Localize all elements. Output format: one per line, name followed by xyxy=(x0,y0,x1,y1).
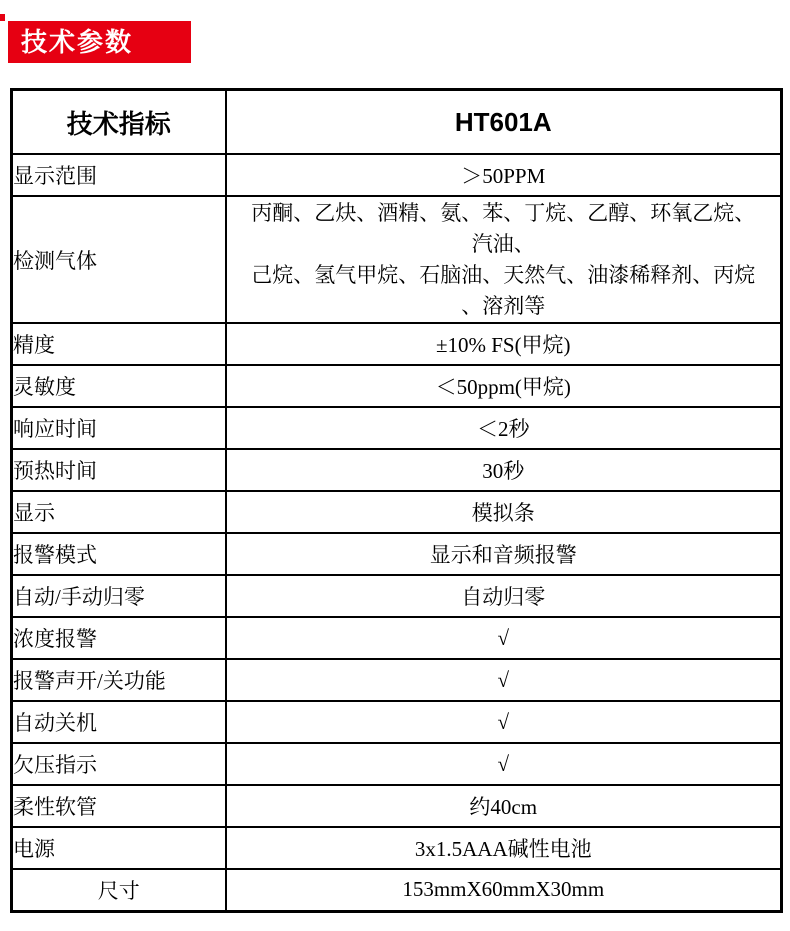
spec-label: 精度 xyxy=(12,323,226,365)
spec-value: √ xyxy=(226,617,782,659)
spec-value xyxy=(226,196,782,323)
spec-value: √ xyxy=(226,743,782,785)
gas-list-line: 己烷、氢气甲烷、石脑油、天然气、油漆稀释剂、丙烷 xyxy=(251,262,756,287)
table-row xyxy=(12,701,782,743)
table-row xyxy=(12,365,782,407)
table-row xyxy=(12,154,782,196)
spec-value: 153mmX60mmX30mm xyxy=(226,869,782,911)
spec-value: √ xyxy=(226,659,782,701)
spec-label: 灵敏度 xyxy=(12,365,226,407)
spec-label: 欠压指示 xyxy=(12,743,226,785)
spec-label: 检测气体 xyxy=(12,196,226,323)
spec-label: 尺寸 xyxy=(12,869,226,911)
gas-list-line: 汽油、 xyxy=(471,231,535,256)
table-row xyxy=(12,407,782,449)
red-corner-mark xyxy=(0,14,5,21)
spec-value: 模拟条 xyxy=(226,491,782,533)
table-row xyxy=(12,743,782,785)
spec-value: ＜50ppm(甲烷) xyxy=(226,365,782,407)
gas-list-line: 、溶剂等 xyxy=(461,293,546,318)
spec-value: ±10% FS(甲烷) xyxy=(226,323,782,365)
spec-label: 显示范围 xyxy=(12,154,226,196)
table-row xyxy=(12,659,782,701)
spec-value: 自动归零 xyxy=(226,575,782,617)
section-title-banner xyxy=(8,21,191,63)
spec-label: 电源 xyxy=(12,827,226,869)
spec-value: ＜2秒 xyxy=(226,407,782,449)
spec-label: 显示 xyxy=(12,491,226,533)
table-row xyxy=(12,575,782,617)
section-title: 技术参数 xyxy=(21,27,134,57)
spec-table-body xyxy=(12,90,782,912)
spec-label: 自动关机 xyxy=(12,701,226,743)
spec-value: √ xyxy=(226,701,782,743)
spec-label: 报警模式 xyxy=(12,533,226,575)
table-row xyxy=(12,491,782,533)
header-tech-index: 技术指标 xyxy=(12,90,226,155)
table-row xyxy=(12,869,782,911)
table-row xyxy=(12,196,782,323)
spec-label: 自动/手动归零 xyxy=(12,575,226,617)
table-row xyxy=(12,827,782,869)
gas-list-line: 丙酮、乙炔、酒精、氨、苯、丁烷、乙醇、环氧乙烷、 xyxy=(251,200,756,225)
spec-value: ＞50PPM xyxy=(226,154,782,196)
table-header-row xyxy=(12,90,782,155)
table-row xyxy=(12,323,782,365)
header-model: HT601A xyxy=(226,90,782,155)
table-row xyxy=(12,785,782,827)
table-row xyxy=(12,617,782,659)
spec-label: 预热时间 xyxy=(12,449,226,491)
spec-table xyxy=(10,88,783,913)
spec-value: 显示和音频报警 xyxy=(226,533,782,575)
spec-value: 30秒 xyxy=(226,449,782,491)
spec-label: 柔性软管 xyxy=(12,785,226,827)
spec-label: 报警声开/关功能 xyxy=(12,659,226,701)
spec-label: 浓度报警 xyxy=(12,617,226,659)
spec-label: 响应时间 xyxy=(12,407,226,449)
table-row xyxy=(12,533,782,575)
spec-value: 约40cm xyxy=(226,785,782,827)
table-row xyxy=(12,449,782,491)
spec-value: 3x1.5AAA碱性电池 xyxy=(226,827,782,869)
